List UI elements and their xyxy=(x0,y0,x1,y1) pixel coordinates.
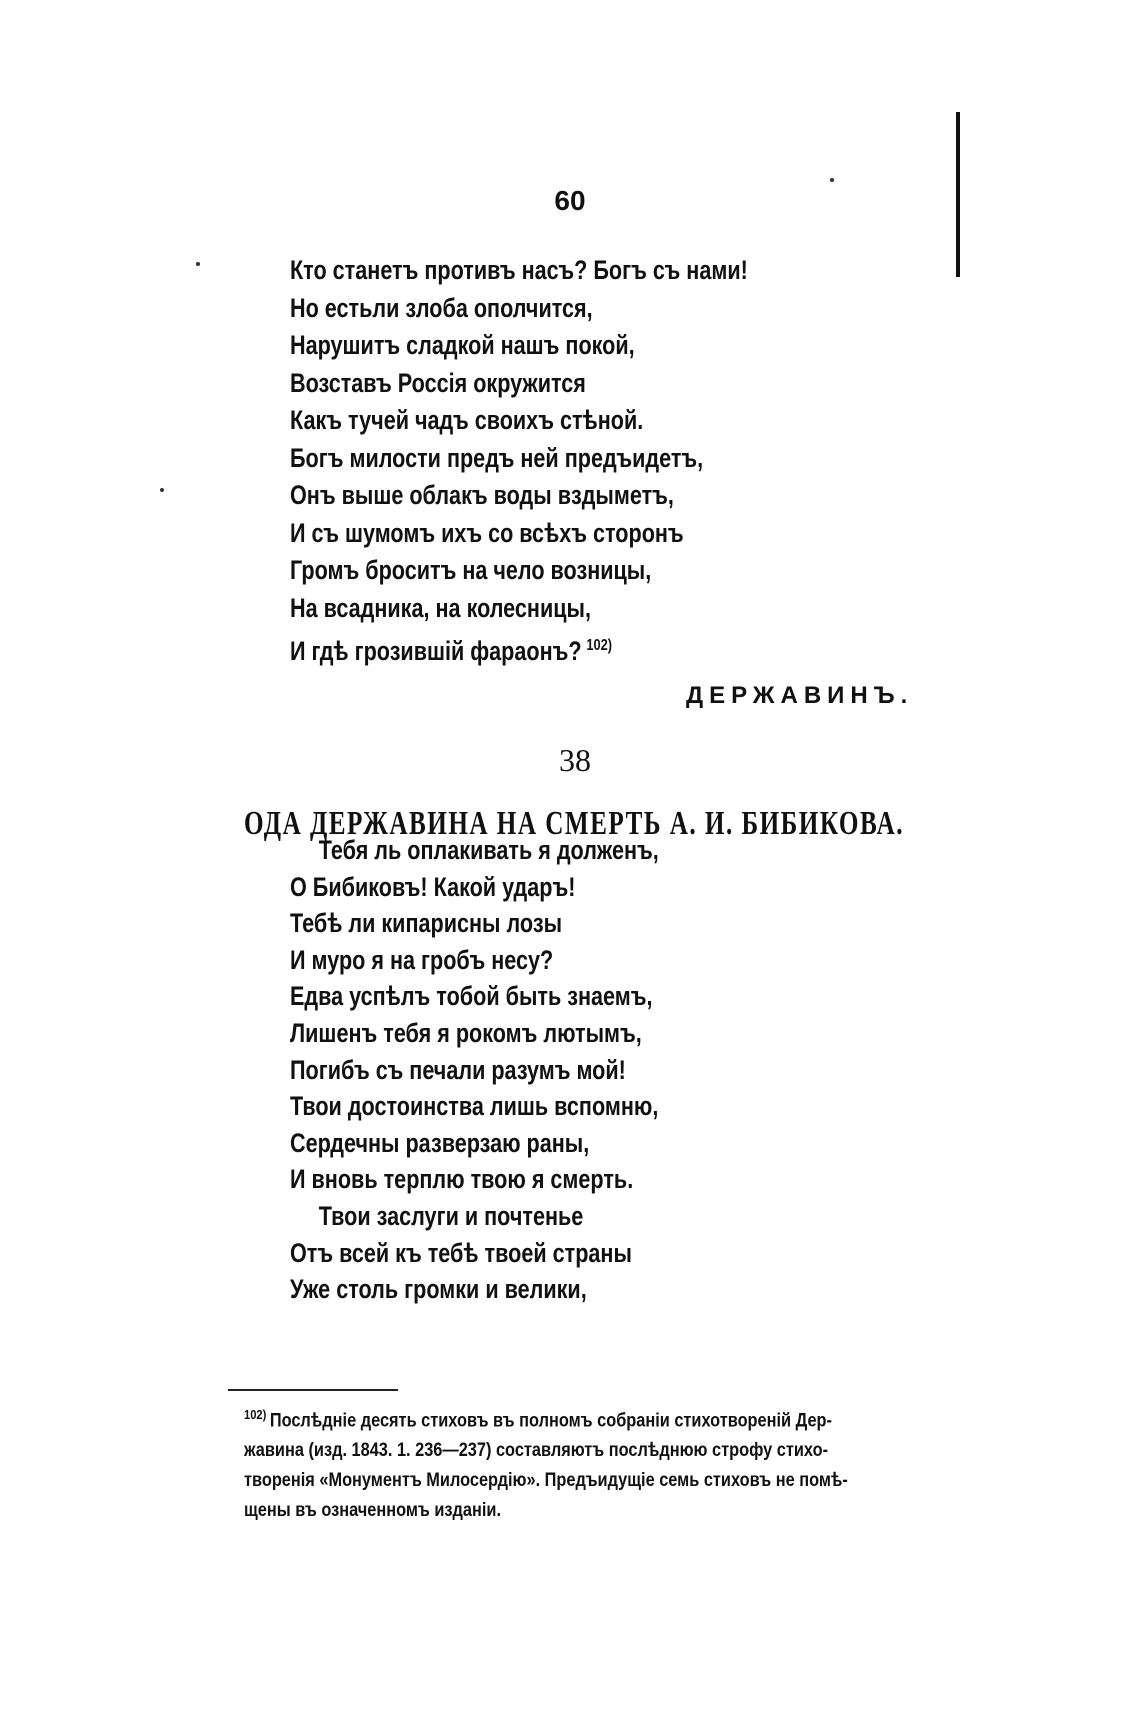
footnote-reference[interactable]: 102) xyxy=(586,637,612,654)
footnote-line: жавина (изд. 1843. 1. 236—237) составляютъ послѣднюю строфу стихо- xyxy=(244,1440,829,1462)
verse-line: Отъ всей къ тебѣ твоей страны xyxy=(290,1237,632,1268)
verse-line: На всадника, на колесницы, xyxy=(290,592,591,623)
footnote-divider xyxy=(228,1389,398,1391)
verse-line: И муро я на гробъ несу? xyxy=(290,944,554,975)
verse-line: Сердечны разверзаю раны, xyxy=(290,1127,590,1158)
section-title: ОДА ДЕРЖАВИНА НА СМЕРТЬ А. И. БИБИКОВА. xyxy=(244,805,905,842)
footnote-number: 102) xyxy=(244,1407,267,1422)
poem-ode xyxy=(290,832,786,1308)
verse-line: Нарушитъ сладкой нашъ покой, xyxy=(290,330,635,360)
verse-line: И вновь терплю твою я смерть. xyxy=(290,1164,634,1195)
footnote-line: творенія «Монументъ Милосердію». Предъидущіе семь стиховъ не помѣ- xyxy=(244,1470,848,1492)
margin-scan-mark xyxy=(956,112,960,277)
verse-line: Кто станетъ противъ насъ? Богъ съ нами! xyxy=(290,255,748,285)
footnote-line: щены въ означенномъ изданіи. xyxy=(244,1500,502,1522)
verse-line-text: И гдѣ грозившій фараонъ? xyxy=(290,636,582,666)
verse-line: Онъ выше облакъ воды вздыметъ, xyxy=(290,480,674,510)
verse-line: Тебя ль оплакивать я долженъ, xyxy=(318,835,659,865)
footnote xyxy=(244,1400,923,1526)
verse-line: О Бибиковъ! Какой ударъ! xyxy=(290,871,576,902)
footnote-text: Послѣдніе десять стиховъ въ полномъ собраніи стихотвореній Дер- xyxy=(269,1410,832,1432)
scan-speck xyxy=(830,178,834,182)
verse-line: Какъ тучей чадъ своихъ стѣной. xyxy=(290,405,644,435)
page-number: 60 xyxy=(554,185,586,216)
verse-line: Возставъ Россія окружится xyxy=(290,367,586,398)
author-signature: ДЕРЖАВИНЪ. xyxy=(686,682,914,709)
verse-line: Погибъ съ печали разумъ мой! xyxy=(290,1054,626,1085)
verse-line: Громъ броситъ на чело возницы, xyxy=(290,555,652,585)
verse-line: Твои достоинства лишь вспомню, xyxy=(290,1091,659,1122)
scan-speck xyxy=(160,488,164,492)
scan-speck xyxy=(196,262,200,266)
verse-line xyxy=(290,627,786,665)
verse-line: Тебѣ ли кипарисны лозы xyxy=(290,908,563,939)
verse-line: Едва успѣлъ тобой быть знаемъ, xyxy=(290,981,653,1012)
verse-line: Но естьли злоба ополчится, xyxy=(290,292,593,323)
verse-line: Лишенъ тебя я рокомъ лютымъ, xyxy=(290,1017,642,1048)
verse-line: Богъ милости предъ ней предъидетъ, xyxy=(290,442,704,473)
footnote-line xyxy=(244,1400,923,1436)
verse-line: Твои заслуги и почтенье xyxy=(318,1200,584,1231)
verse-line: И съ шумомъ ихъ со всѣхъ сторонъ xyxy=(290,517,684,548)
section-number: 38 xyxy=(559,742,591,778)
poem-stanza-1 xyxy=(290,252,786,665)
verse-line: Уже столь громки и велики, xyxy=(290,1274,587,1305)
